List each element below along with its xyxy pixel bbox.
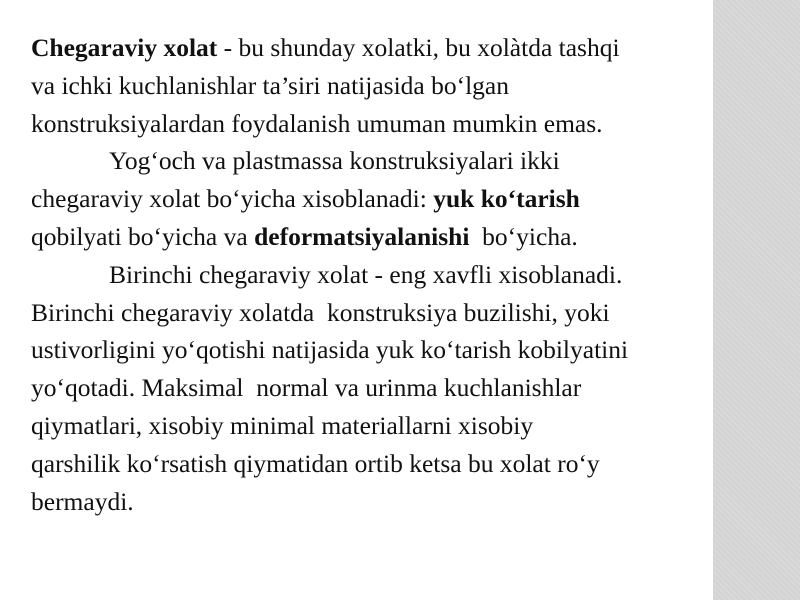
text-line: chegaraviy xolat bo‘yicha xisoblanadi: yuk ko‘tarish [31, 184, 580, 214]
paragraph-first-state [31, 256, 771, 521]
text-line: Birinchi chegaraviy xolat - eng xavfli xisoblanadi. [109, 259, 623, 289]
text-line: yo‘qotadi. Maksimal normal va urinma kuchlanishlar [31, 373, 582, 403]
text-line: bermaydi. [31, 486, 134, 516]
term-chegaraviy-xolat: Chegaraviy xolat [31, 33, 218, 62]
text-line: qobilyati bo‘yicha va deformatsiyalanishi bo‘yicha. [31, 221, 578, 251]
text-line: ustivorligini yo‘qotishi natijasida yuk ko‘tarish kobilyatini [31, 335, 629, 365]
term-deformatsiyalanishi: deformatsiyalanishi [254, 221, 470, 251]
text-line: Chegaraviy xolat - bu shunday xolatki, bu xolàtda tashqi [31, 33, 620, 62]
text-line: va ichki kuchlanishlar ta’siri natijasida bo‘lgan [31, 70, 509, 100]
text-line: Yog‘och va plastmassa konstruksiyalari ikki [109, 146, 560, 176]
text-line: qarshilik ko‘rsatish qiymatidan ortib ketsa bu xolat ro‘y [31, 448, 600, 478]
paragraph-two-states [31, 142, 771, 255]
text-line: konstruksiyalardan foydalanish umuman mumkin emas. [31, 108, 603, 138]
text-line: Birinchi chegaraviy xolatda konstruksiya buzilishi, yoki [31, 297, 610, 327]
term-yuk-kotarish: yuk ko‘tarish [433, 184, 580, 214]
paragraph-definition [31, 29, 771, 142]
slide-body [31, 29, 771, 520]
text-line: qiymatlari, xisobiy minimal materiallarni xisobiy [31, 410, 534, 440]
